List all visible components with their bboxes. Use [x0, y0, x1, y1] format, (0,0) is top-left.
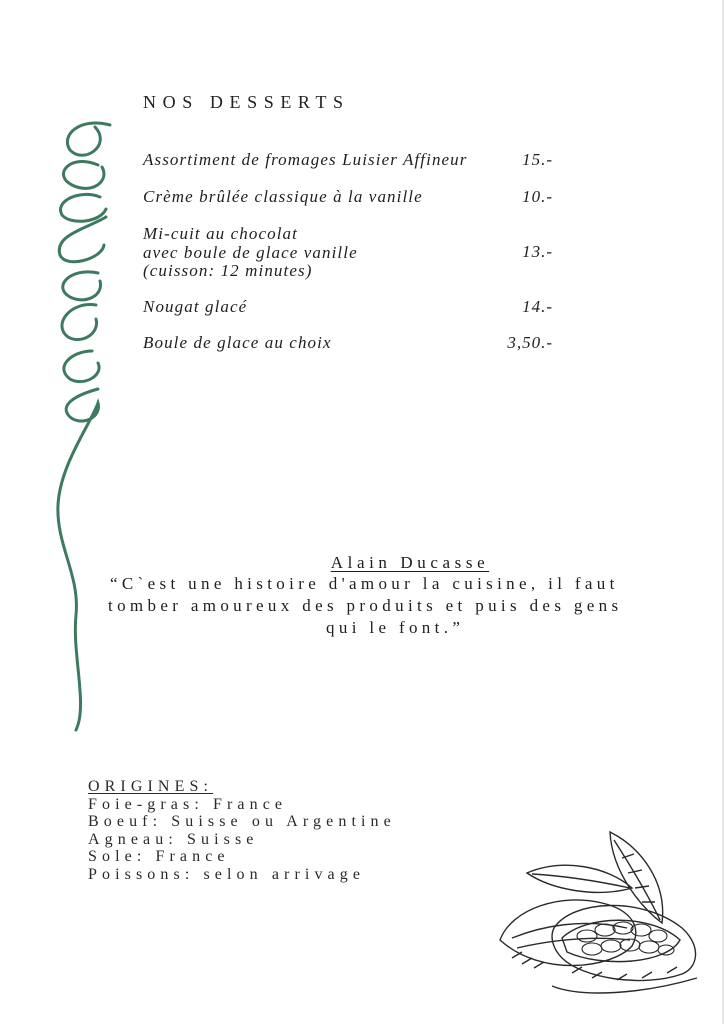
item-price: 10.-	[522, 187, 553, 206]
item-price: 3,50.-	[507, 333, 553, 352]
quote-line: qui le font.”	[326, 618, 465, 637]
item-name: Crème brûlée classique à la vanille	[143, 187, 423, 206]
section-title: NOS DESSERTS	[143, 92, 350, 112]
item-name: Assortiment de fromages Luisier Affineur	[143, 150, 468, 169]
item-name: (cuisson: 12 minutes)	[143, 261, 313, 280]
quote-author	[0, 553, 724, 573]
item-price: 13.-	[522, 242, 553, 261]
menu-item-3	[143, 224, 553, 281]
item-name: avec boule de glace vanille	[143, 242, 358, 262]
quote-line: “C`est une histoire d'amour la cuisine, il faut	[110, 574, 619, 593]
menu-item-4	[143, 297, 553, 317]
origin-line: Boeuf: Suisse ou Argentine	[88, 813, 396, 830]
item-name: Nougat glacé	[143, 297, 248, 316]
origin-line: Poissons: selon arrivage	[88, 865, 366, 883]
origin-line: Agneau: Suisse	[88, 830, 259, 848]
menu-item-2	[143, 187, 553, 207]
menu-script-logo	[40, 105, 120, 745]
item-name: Boule de glace au choix	[143, 333, 332, 352]
cocoa-pod-illustration	[492, 828, 707, 998]
quote-author-name: Alain Ducasse	[330, 553, 490, 572]
item-price: 15.-	[522, 150, 553, 169]
item-name: Mi-cuit au chocolat	[143, 224, 298, 243]
origins-block	[88, 778, 396, 883]
menu-item-5	[143, 333, 553, 353]
origins-title: ORIGINES:	[88, 778, 214, 795]
origin-line: Foie-gras: France	[88, 795, 288, 813]
quote-line: tomber amoureux des produits et puis des gens	[108, 596, 623, 615]
item-price: 14.-	[522, 297, 553, 316]
menu-item-1	[143, 150, 553, 170]
origin-line: Sole: France	[88, 848, 230, 865]
